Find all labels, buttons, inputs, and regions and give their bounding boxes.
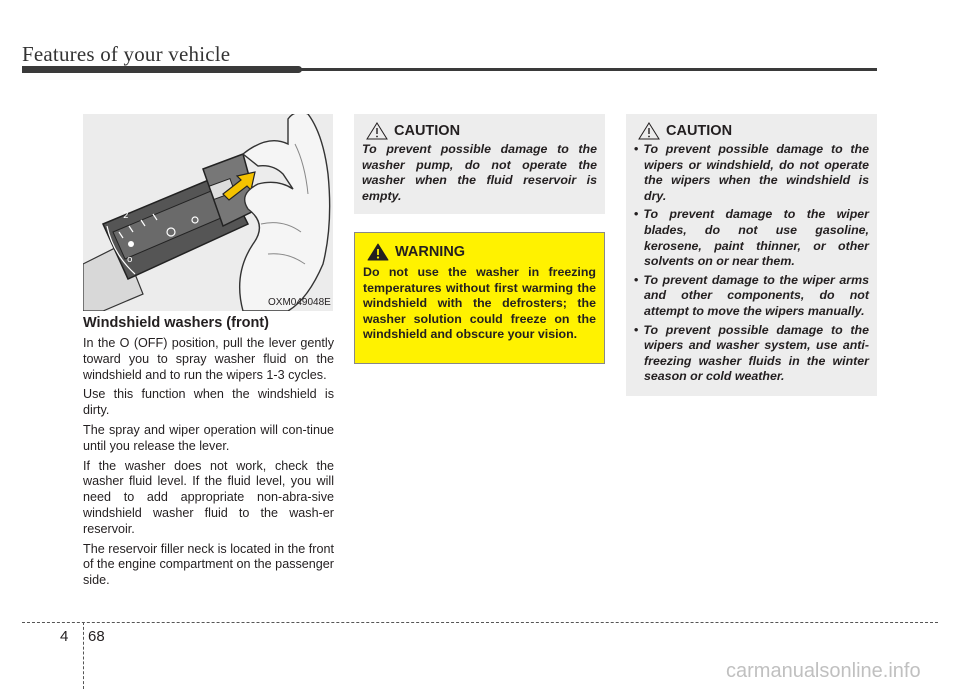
body-paragraph: Use this function when the windshield is dirty.: [83, 387, 334, 418]
svg-text:o: o: [127, 255, 133, 265]
page-header-title: Features of your vehicle: [22, 42, 231, 66]
caution-box-wipers: [626, 114, 877, 396]
list-item: • To prevent possible damage to the wipers and washer system, use anti-freezing washer fluids in the winter season or cold weather.: [634, 322, 869, 384]
wiper-lever-drawing: [83, 114, 333, 311]
footer-rule: [22, 622, 938, 623]
caution-heading: [638, 122, 869, 140]
wiper-lever-illustration: [83, 114, 333, 311]
warning-box-freezing: [354, 232, 605, 364]
list-item: • To prevent damage to the wiper arms and other components, do not attempt to move the wipers manually.: [634, 272, 869, 318]
body-paragraph: The reservoir filler neck is located in the front of the engine compartment on the passenger side.: [83, 541, 334, 588]
list-item: • To prevent possible damage to the wipers or windshield, do not operate the wipers when the windshield is dry.: [634, 142, 869, 203]
caution-label: CAUTION: [666, 123, 733, 139]
caution-list: [634, 142, 869, 385]
warning-label: WARNING: [395, 244, 466, 260]
caution-triangle-icon: [638, 122, 660, 140]
list-item: • To prevent damage to the wiper blades, do not use gasoline, kerosene, paint thinner, or other solvents on or near them.: [634, 207, 869, 269]
page-number: 68: [88, 628, 105, 645]
caution-text: To prevent possible damage to the washer pump, do not operate the washer when the fluid reservoir is empty.: [362, 142, 597, 203]
caution-heading: [366, 122, 597, 140]
section-title: Windshield washers (front): [83, 315, 269, 331]
chapter-number: 4: [60, 628, 69, 645]
caution-triangle-icon: [366, 122, 388, 140]
header-tab-bar: [22, 66, 302, 73]
warning-text: Do not use the washer in freezing temperatures without first warming the windshield with the defrosters; the washer solution could freeze on the windshield and obscure your vision.: [363, 265, 596, 342]
warning-triangle-icon: [367, 243, 389, 261]
warning-heading: [367, 243, 596, 261]
body-paragraph: If the washer does not work, check the washer fluid level. If the fluid level, you will need to add appropriate non-abra-sive windshield washer fluid to the wash-er reservoir.: [83, 458, 334, 536]
section-body: [83, 336, 334, 593]
caution-box-washer-pump: [354, 114, 605, 214]
body-paragraph: In the O (OFF) position, pull the lever gently toward you to spray washer fluid on the windshield and to run the wipers 1-3 cycles.: [83, 336, 334, 382]
svg-text:2: 2: [123, 211, 129, 221]
watermark: carmanualsonline.info: [726, 660, 921, 682]
figure-code: OXM049048E: [268, 297, 331, 308]
footer-divider: [83, 622, 84, 689]
caution-label: CAUTION: [394, 123, 461, 139]
body-paragraph: The spray and wiper operation will con-tinue until you release the lever.: [83, 422, 334, 453]
